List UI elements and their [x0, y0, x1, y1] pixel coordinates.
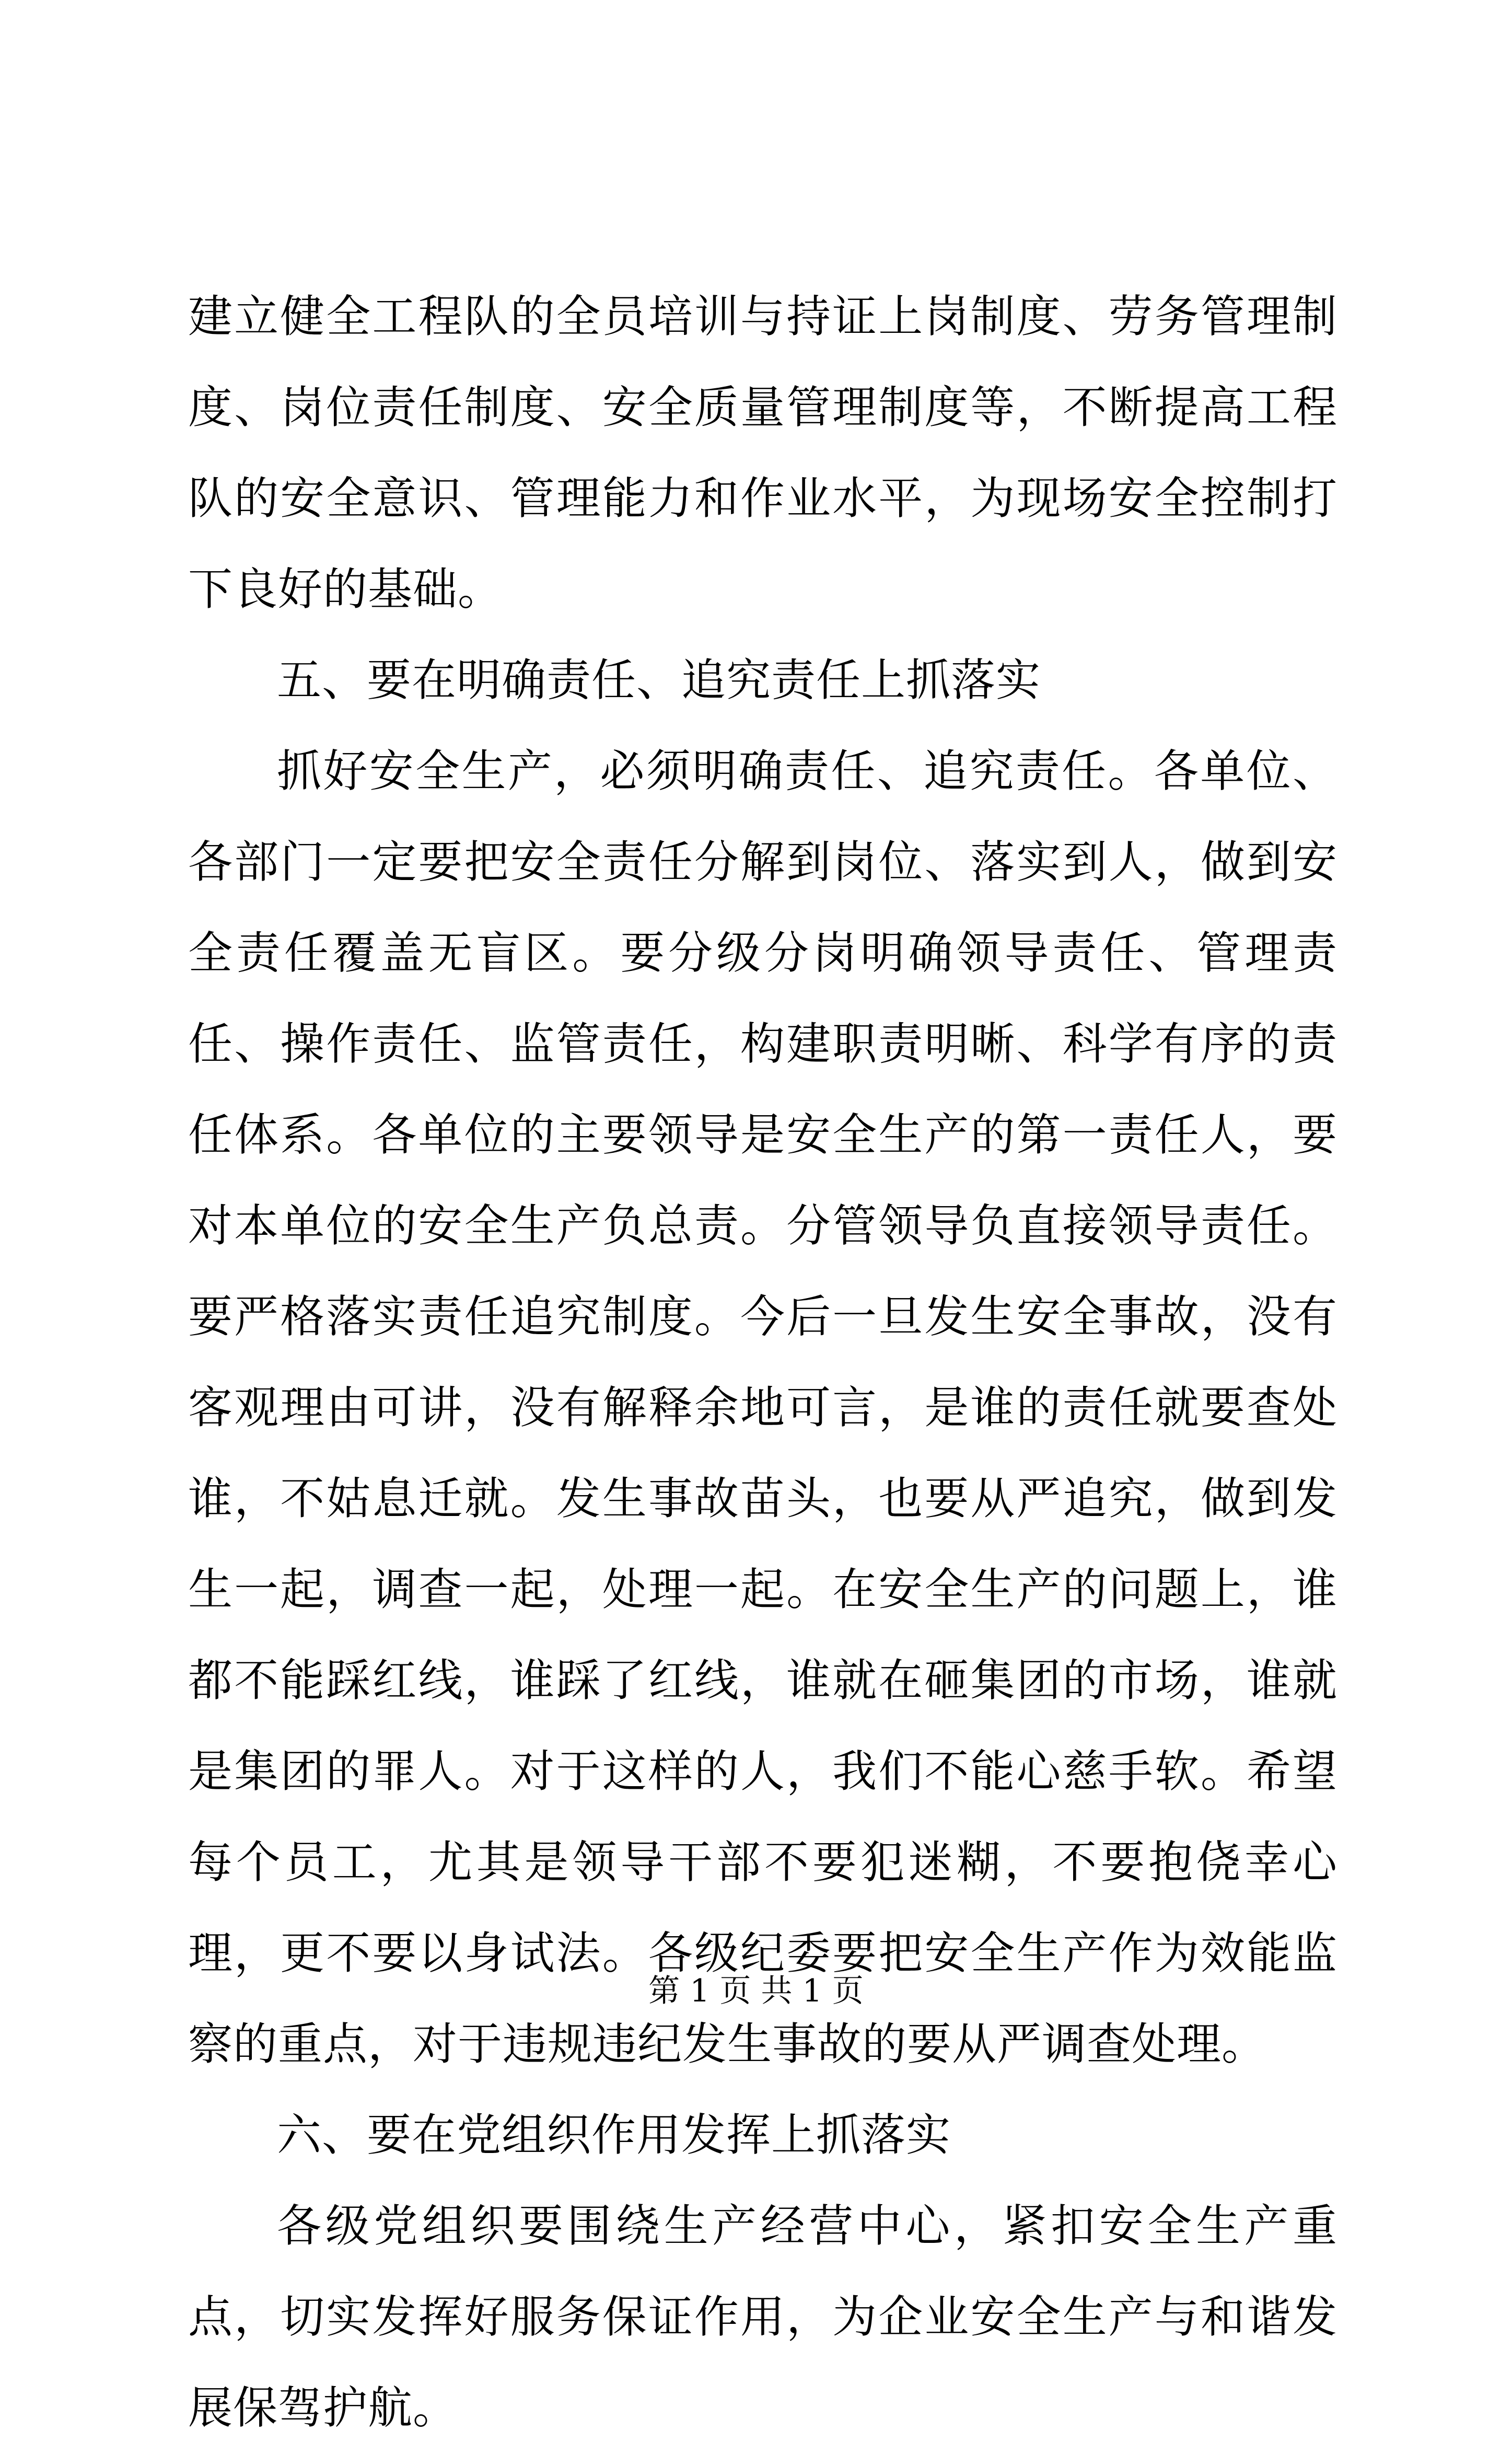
paragraph-training-system: 建立健全工程队的全员培训与持证上岗制度、劳务管理制度、岗位责任制度、安全质量管理制度等，不断提高工程队的安全意识、管理能力和作业水平，为现场安全控制打下良好的基础。	[188, 291, 1337, 616]
section-heading-five: 五、要在明确责任、追究责任上抓落实	[277, 655, 1041, 707]
document-body	[188, 272, 1337, 2454]
paragraph-party-organization: 各级党组织要围绕生产经营中心，紧扣安全生产重点，切实发挥好服务保证作用，为企业安全生产与和谐发展保驾护航。	[188, 2201, 1337, 2434]
page-footer: 第 1 页 共 1 页	[648, 1973, 864, 2009]
section-heading-six: 六、要在党组织作用发挥上抓落实	[277, 2110, 951, 2161]
paragraph-responsibility: 抓好安全生产，必须明确责任、追究责任。各单位、各部门一定要把安全责任分解到岗位、落实到人，做到安全责任覆盖无盲区。要分级分岗明确领导责任、管理责任、操作责任、监管责任，构建职责明晰、科学有序的责任体系。各单位的主要领导是安全生产的第一责任人，要对本单位的安全生产负总责。分管领导负直接领导责任。要严格落实责任追究制度。今后一旦发生安全事故，没有客观理由可讲，没有解释余地可言，是谁的责任就要查处谁，不姑息迁就。发生事故苗头，也要从严追究，做到发生一起，调查一起，处理一起。在安全生产的问题上，谁都不能踩红线，谁踩了红线，谁就在砸集团的市场，谁就是集团的罪人。对于这样的人，我们不能心慈手软。希望每个员工，尤其是领导干部不要犯迷糊，不要抱侥幸心理，更不要以身试法。各级纪委要把安全生产作为效能监察的重点，对于违规违纪发生事故的要从严调查处理。	[188, 746, 1337, 2070]
